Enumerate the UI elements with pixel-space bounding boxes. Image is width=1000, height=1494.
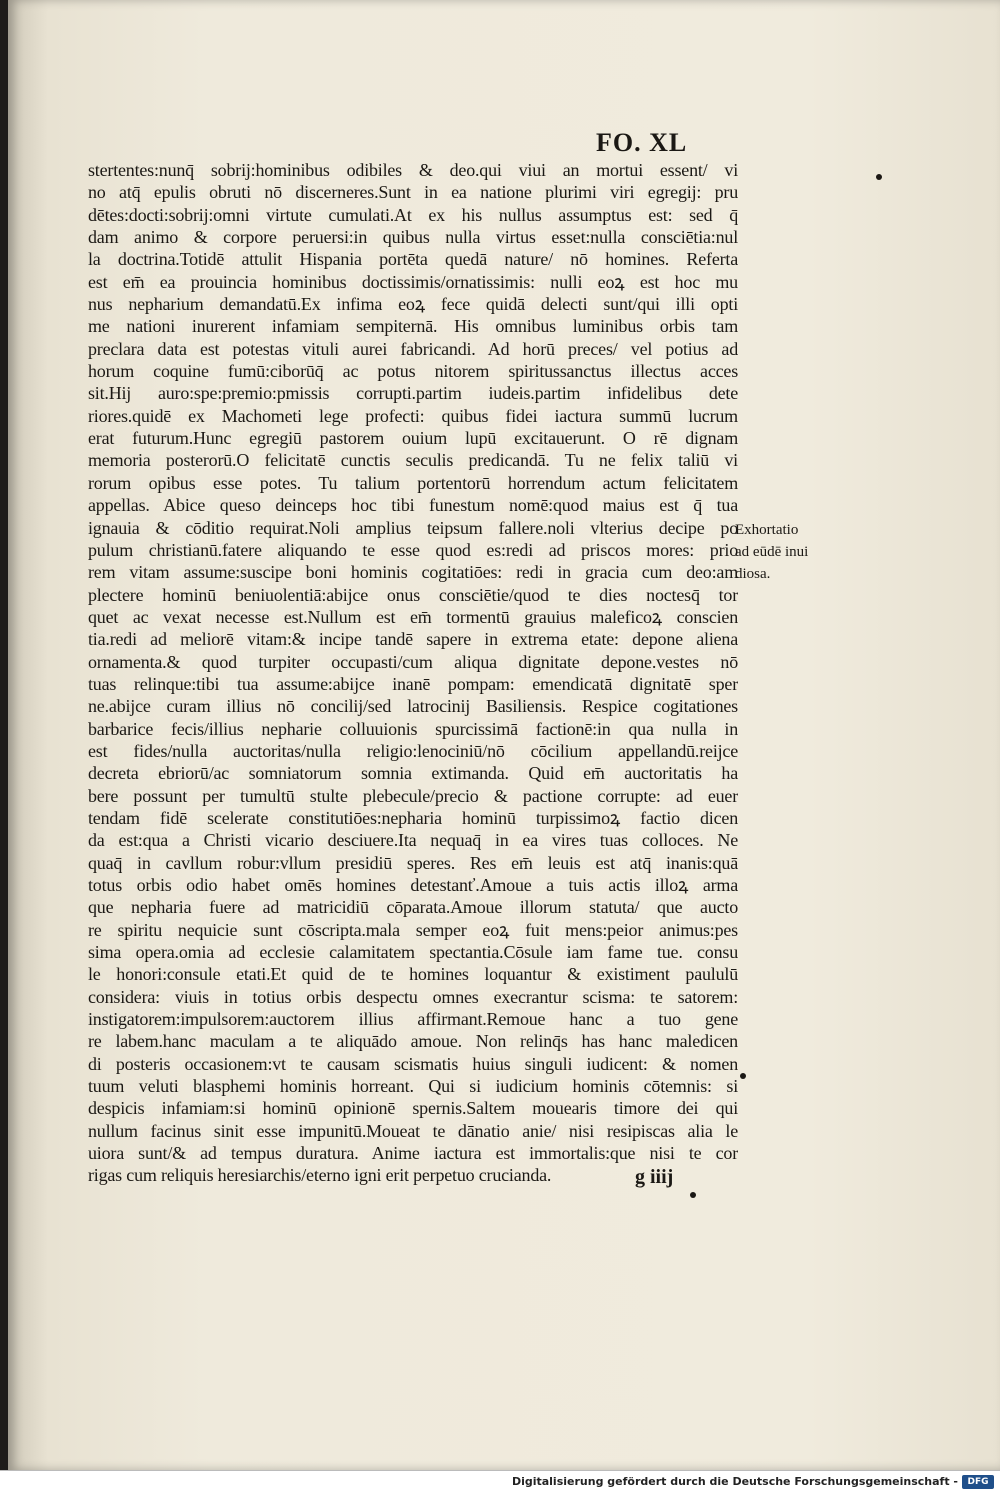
text-line: quet ac vexat necesse est.Nullum est em̄ tormentū grauius maleficoꝝ conscien [88, 606, 738, 627]
ink-spot [690, 1192, 696, 1198]
text-line: erat futurum.Hunc egregiū pastorem ouium lupū excitauerunt. O rē dignam [88, 428, 738, 449]
text-line: dam animo & corpore peruersi:in quibus nulla virtus esset:nulla consciētia:nul [88, 227, 738, 248]
dfg-logo: DFG [962, 1475, 994, 1489]
text-line: me nationi inurerent infamiam sempiternā. His omnibus luminibus orbis tam [88, 316, 738, 337]
text-line: est fides/nulla auctoritas/nulla religio:lenociniū/nō cōcilium appellandū.reijce [88, 740, 738, 761]
marginal-note [735, 519, 835, 585]
text-line: ornamenta.& quod turpiter occupasti/cum aliqua dignitate depone.vestes nō [88, 651, 738, 672]
text-line: est em̄ ea prouincia hominibus doctissimis/ornatissimis: nulli eoꝝ est hoc mu [88, 271, 738, 292]
text-line: stertentes:nunq̄ sobrij:hominibus odibiles & deo.qui viui an mortui essent/ vi [88, 160, 738, 180]
text-line: rigas cum reliquis heresiarchis/eterno igni erit perpetuo crucianda. [88, 1165, 552, 1186]
signature-mark: g iiij [635, 1166, 674, 1188]
text-line: tendam fidē scelerate constitutiōes:nepharia hominū turpissimoꝝ factio dicen [88, 807, 738, 828]
text-line: que nepharia fuere ad matricidiū cōparata.Amoue illorum statuta/ que aucto [88, 897, 738, 918]
text-line: quaq̄ in cavllum robur:vllum presidiū speres. Res em̄ leuis est atq̄ inanis:quā [88, 852, 738, 873]
margin-note-line: diosa. [735, 566, 771, 582]
text-line: considera: viuis in totius orbis despectu omnes execrantur scisma: te satorem: [88, 986, 738, 1007]
ink-spot [876, 174, 882, 180]
text-line: la doctrina.Totidē attulit Hispania portēta quedā nature/ nō homines. Referta [88, 249, 738, 270]
text-line: rorum opibus esse potes. Tu talium portentorū horrendum actum felicitatem [88, 472, 738, 493]
text-line: sima opera.omia ad ecclesie calamitatem spectantia.Cōsule iam fame tue. consu [88, 942, 738, 963]
text-line: nus nepharium demandatū.Ex infima eoꝝ fece quidā delecti sunt/qui illi opti [88, 294, 738, 315]
text-line: ne.abijce curam illius nō concilij/sed latrocinij Basiliensis. Respice cogitationes [88, 696, 738, 717]
footer-bar [0, 1470, 1000, 1494]
text-line: preclara data est potestas vituli aurei fabricandi. Ad horū preces/ vel potius ad [88, 338, 738, 359]
text-line: le honori:consule etati.Et quid de te homines loquantur & existiment paululū [88, 964, 738, 985]
text-line: decreta ebriorū/ac somniatorum somnia extimanda. Quid em̄ auctoritatis ha [88, 763, 738, 784]
text-line: tia.redi ad meliorē vitam:& incipe tandē sapere in extrema etate: depone aliena [88, 629, 738, 650]
text-line: instigatorem:impulsorem:auctorem illius affirmant.Remoue hanc a tuo gene [88, 1009, 738, 1030]
text-line: di posteris occasionem:vt te causam scismatis huius singuli iudicent: & nomen [88, 1053, 738, 1074]
text-line: despicis infamiam:si hominū opinionē spernis.Saltem mouearis timore dei qui [88, 1098, 738, 1119]
text-line: no atq̄ epulis obruti nō discerneres.Sunt in ea natione plurimi viri egregij: pru [88, 182, 738, 203]
text-line: totus orbis odio habet omēs homines detestanť.Amoue a tuis actis illoꝝ arma [88, 875, 738, 895]
text-line: ignauia & cōditio requirat.Noli amplius teipsum fallere.noli vlterius decipe po [88, 517, 738, 538]
text-line: appellas. Abice queso deinceps hoc tibi funestum nomē:quod maius est q̄ tua [88, 495, 738, 516]
text-line: memoria posterorū.O felicitatē cunctis seculis predicandā. Tu ne felix taliū vi [88, 450, 738, 471]
text-line: bere possunt per tumultū stulte plebecule/precio & pactione corrupte: ad euer [88, 785, 738, 806]
text-line: da est:qua a Christi vicario desciuere.Ita nequaq̄ in ea vires tuas colloces. Ne [88, 830, 738, 851]
text-line: re spiritu nequicie sunt cōscripta.mala semper eoꝝ fuit mens:peior animus:pes [88, 919, 738, 940]
text-line: re labem.hanc maculam a te aliquādo amoue. Non relinq̄s has hanc maledicen [88, 1031, 738, 1052]
margin-note-line: Exhortatio [735, 522, 799, 538]
ink-spot [740, 1073, 746, 1079]
text-line: horum coquine fumū:ciborūq̄ ac potus nitorem spiritussanctus illectus acces [88, 361, 738, 382]
folio-header: FO. XL [596, 128, 688, 157]
margin-note-line: ad eūdē inui [735, 544, 809, 560]
text-line: dētes:docti:sobrij:omni virtute cumulati.At ex his nullus assumptus est: sed q̄ [88, 204, 738, 225]
text-line: sit.Hij auro:spe:premio:pmissis corrupti.partim iudeis.partim infidelibus dete [88, 383, 738, 404]
body-text [88, 159, 738, 1187]
footer-credit: Digitalisierung gefördert durch die Deutsche Forschungsgemeinschaft - [511, 1475, 958, 1488]
text-line: nullum facinus sinit esse impunitū.Moueat te dānatio anie/ nisi resipiscas alia le [88, 1120, 738, 1141]
text-line: tuas relinque:tibi tua assume:abijce inanē pompam: emendicatā dignitatē sper [88, 673, 738, 694]
text-line: plectere hominū beniuolentiā:abijce onus consciētie/quod te dies noctesq̄ tor [88, 584, 738, 605]
document-page [8, 0, 1000, 1470]
text-line: barbarice fecis/illius nepharie colluuionis spurcissimā factionē:in qua nulla in [88, 718, 738, 739]
text-line: uiora sunt/& ad tempus duratura. Anime iactura est immortalis:que nisi te cor [88, 1143, 738, 1164]
text-line: riores.quidē ex Machometi lege profecti: quibus fidei iactura summū lucrum [88, 405, 738, 426]
text-line: pulum christianū.fatere aliquando te esse quod es:redi ad priscos mores: prio [88, 539, 738, 560]
text-line: rem vitam assume:suscipe boni hominis cogitatiōes: redi in gracia cum deo:am [88, 562, 738, 583]
text-line: tuum veluti blasphemi hominis horreant. Qui si iudicium hominis cōtemnis: si [88, 1076, 738, 1097]
